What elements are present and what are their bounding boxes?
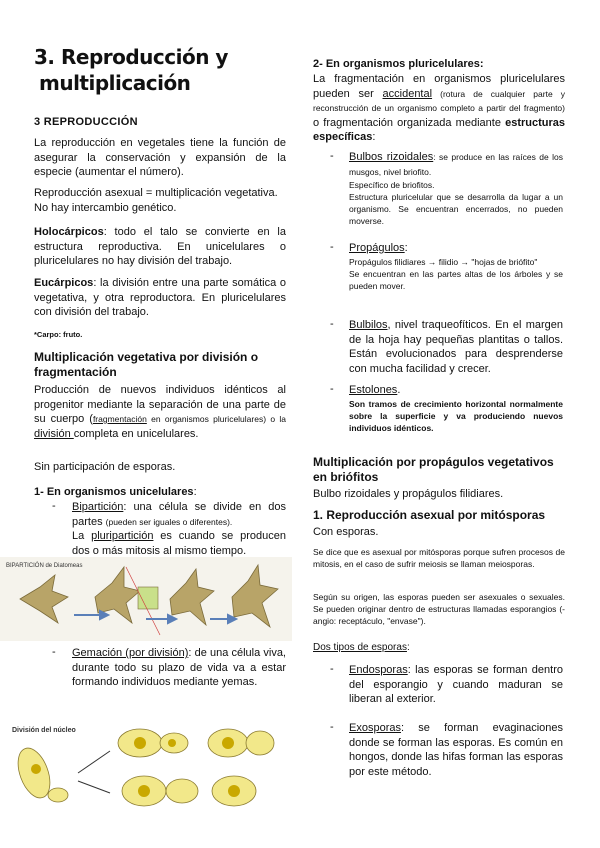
nucleus-3 [168,739,176,747]
eucarpicos-text: : la división entre una parte somática o vegetativa, y otra reproductora. En pluricelulares con división del trabajo. [34,277,286,318]
plu-text-1: La fragmentación en organismos pluricelulares pueden ser [313,73,565,100]
yeast-bud-top-2 [246,731,274,755]
mv-sin-esporas: Sin participación de esporas. [34,461,176,473]
bipartition-paragraph [72,500,286,529]
estolones-line-0 [349,383,563,398]
dos-tipos-text: Dos tipos de esporas [313,642,407,653]
ra-heading: 1. Reproducción asexual por mitósporas [313,508,546,522]
plu-small: (rotura de cualquier parte y reconstrucción de un organismo completo a partir del fragmento) [313,88,565,113]
bulbos-term: Bulbos rizoidales [349,151,434,163]
uni-colon: : [193,486,197,498]
mv-heading: Multiplicación vegetativa por división o fragmentación [34,350,259,379]
uni-heading [34,486,197,498]
holocarpicos-text: : todo el talo se convierte en la estructura reproductiva. En unicelulares o pluricelulares no hay división del trabajo. [34,226,286,267]
pluricelulares-paragraph [313,72,565,145]
bullet-exosporas: - [330,721,334,733]
exosporas-term: Exosporas [349,722,401,734]
figure-label-bipartition: BIPARTICIÓN de Diatomeas [6,563,83,569]
green-division-zone [138,587,158,609]
estolones-dot: . [397,384,401,396]
carpo-note: *Carpo: fruto. [34,330,83,339]
uni-heading-text: 1- En organismos unicelulares [34,486,194,498]
estolones-text: Son tramos de crecimiento horizontal normalmente sobre la superficie y va produciendo nuevos individuos idénticos. [349,398,563,433]
mv-text-2: en organismos pluricelulares) o la [146,414,287,424]
page-title [34,44,228,96]
pluripartition-term: pluripartición [91,530,154,542]
endosporas-text: : las esporas se forman dentro del esporangio y cuando maduran se liberan al exterior. [349,664,563,705]
bulbos-item [349,150,563,227]
bulbos-line-3: Estructura pluricelular que se desarrolla da lugar a un organismo. Se encuentran encerrados, no pueden moverse. [349,192,563,226]
exosporas-text: : se forman evaginaciones donde se forman las esporas. Es común en hongos, donde las hifas forman las esporas por este método. [349,722,563,778]
ra-sub: Con esporas. [313,526,379,538]
bullet-endosporas: - [330,663,334,675]
bulbilos-paragraph [349,318,563,376]
diatom-cell-3 [170,569,214,625]
budding-figure [6,721,276,815]
section-heading: 3 REPRODUCCIÓN [34,116,138,128]
mv-text-3: completa en unicelulares. [73,427,199,440]
mv-text-1: Producción de nuevos individuos idénticos al progenitor mediante la separación de una parte de su cuerpo ( [34,384,286,425]
bulbilos-term: Bulbilos [349,319,388,331]
yeast-bud-small [48,788,68,802]
mp-text: Bulbo rizoidales y propágulos filidiares. [313,488,504,500]
gemacion-term: Gemación (por división) [72,647,189,659]
yeast-bud-bottom-1 [166,779,198,803]
exosporas-paragraph [349,721,563,779]
pluricelulares-heading: 2- En organismos pluricelulares: [313,58,484,70]
bulbos-text: : se produce en las raíces de los musgos, nivel briofito. [349,152,564,177]
bullet-estolones: - [330,383,334,395]
dos-tipos [313,642,410,653]
bulbos-line-1 [349,150,563,179]
title-line-1: 3. Reproducción y [34,45,228,69]
propagulos-colon: : [404,242,408,254]
arrow-up [78,751,110,773]
pluripartition-text: es cuando se producen dos o más mitosis al mismo tiempo. [72,530,286,557]
budding-drawing [6,721,276,815]
nucleus-5 [138,785,150,797]
eucarpicos-term: Eucárpicos [34,277,94,289]
intro-paragraph: La reproducción en vegetales tiene la función de asegurar la conservación y expansión de la especie (aumentar el número). [34,137,286,178]
arrow-2-head [168,615,176,623]
bipartition-figure [0,557,292,641]
asexual-paragraph: Reproducción asexual = multiplicación vegetativa. No hay intercambio genético. [34,187,278,214]
ra-paragraph-2: Según su origen, las esporas pueden ser asexuales o sexuales. Se pueden originar dentro de estructuras llamadas esporangios (-angio: receptáculo, "envase"). [313,592,565,626]
propagulos-line-2: Se encuentran en las partes altas de los árboles y se pueden mover. [349,268,563,291]
mv-paragraph [34,383,286,441]
holocarpicos-term: Holocárpicos [34,226,104,238]
plu-text-3: : [372,131,376,143]
nucleus-1 [31,764,41,774]
arrow-down [78,781,110,793]
ra-paragraph-1: Se dice que es asexual por mitósporas porque sufren procesos de mitosis, en el caso de sufrir meiosis se llaman meiosporas. [313,547,565,569]
gemacion-text: : de una célula viva, durante todo su plazo de vida va a estar formando individuos mediante yemas. [72,647,286,688]
mv-frag: fragmentación [92,414,147,424]
bipartition-text: : una célula se divide en dos partes [72,501,286,528]
arrow-1-head [100,611,108,619]
nucleus-2 [134,737,146,749]
propagulos-item [349,241,563,292]
eucarpicos-paragraph [34,276,286,320]
nucleus-6 [228,785,240,797]
propagulos-line-1: Propágulos filidiares → filidio → "hojas de briófito" [349,256,538,267]
holocarpicos-paragraph [34,225,286,269]
estolones-term: Estolones [349,384,398,396]
bipartition-small: (pueden ser iguales o diferentes). [105,516,233,527]
mp-heading: Multiplicación por propágulos vegetativos en briófitos [313,455,554,484]
bullet-bipartition: - [52,500,56,512]
diatom-cell-1 [20,575,68,623]
bullet-gemacion: - [52,646,56,658]
endosporas-paragraph [349,663,563,707]
pluripartition-paragraph [72,529,286,558]
title-line-2: multiplicación [39,71,191,95]
propagulos-line-0 [349,241,563,256]
diatom-drawing [0,557,292,641]
propagulos-term: Propágulos [349,242,405,254]
nucleus-4 [222,737,234,749]
bullet-propagulos: - [330,241,334,253]
plu-pre: La [72,530,92,542]
estolones-item [349,383,563,434]
bullet-bulbos: - [330,150,334,162]
figure-label-budding: División del núcleo [12,727,76,734]
endosporas-term: Endosporas [349,664,408,676]
bullet-bulbilos: - [330,318,334,330]
bipartition-term: Bipartición [72,501,124,513]
gemacion-paragraph [72,646,286,690]
mv-div: división [34,427,74,440]
bulbos-line-2: Específico de briofitos. [349,180,435,190]
plu-text-2: o fragmentación organizada mediante [313,116,506,129]
plu-bold: estructuras específicas [313,116,565,143]
plu-accidental: accidental [382,87,433,100]
diatom-cell-4 [232,565,278,627]
dos-tipos-colon: : [406,642,410,653]
bulbilos-text: , nivel traqueofíticos. En el margen de la hoja hay pequeñas plantitas o tallos. Están evolucionados para desprenderse con mucha facilidad y crecer. [349,319,563,375]
